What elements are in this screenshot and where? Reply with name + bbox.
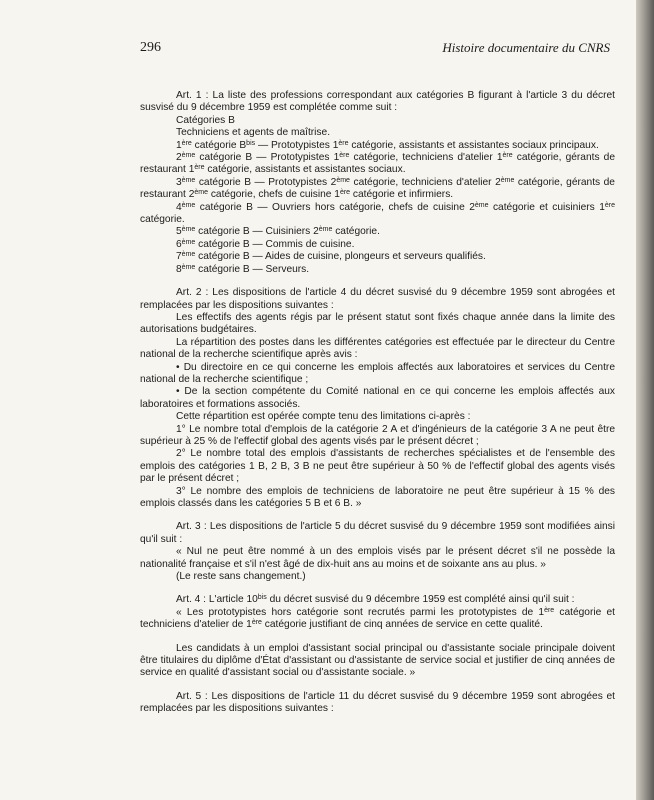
document-body (140, 90, 615, 716)
paragraph: La répartition des postes dans les différentes catégories est effectuée par le directeur du Centre national de la recherche scientifique après avis : (140, 336, 615, 361)
paragraph: Cette répartition est opérée compte tenu des limitations ci-après : (176, 411, 471, 423)
paragraph: 1° Le nombre total d'emplois de la catégorie 2 A et d'ingénieurs de la catégorie 3 A ne peut être supérieur à 25 % de l'effectif global des agents visés par le présent décret ; (140, 423, 615, 447)
paragraph: Art. 4 : L'article $10^{bis}$ du décret susvisé du 9 décembre 1959 est complété ainsi qu'il suit : (176, 594, 575, 606)
paragraph: 8ème catégorie B — Serveurs. (176, 263, 310, 275)
paragraph: Techniciens et agents de maîtrise. (176, 127, 331, 139)
page-header (140, 40, 610, 60)
paragraph: Art. 5 : Les dispositions de l'article 11 du décret susvisé du 9 décembre 1959 sont abrogées et remplacées par les dispositions suivantes : (140, 690, 615, 715)
paragraph: • Du directoire en ce qui concerne les emplois affectés aux laboratoires et services du Centre national de la recherche scientifique ; (140, 361, 615, 385)
paragraph: Art. 3 : Les dispositions de l'article 5 du décret susvisé du 9 décembre 1959 sont modifiées ainsi qu'il suit : (140, 521, 615, 545)
paragraph: « Nul ne peut être nommé à un des emplois visés par le présent décret s'il ne possède la nationalité française et s'il n'est âgé de dix-huit ans au moins et de soixante ans au plus. » (140, 546, 615, 570)
paragraph: • De la section compétente du Comité national en ce qui concerne les emplois affectés aux laboratoires et formations associés. (140, 386, 615, 410)
paragraph: 2ème catégorie B — Prototypistes 1ère catégorie, techniciens d'atelier 1ère catégorie, gérants de restaurant 1ère catégorie, assistants et assistantes sociaux. (140, 152, 615, 176)
paragraph: 3ème catégorie B — Prototypistes 2ème catégorie, techniciens d'atelier 2ème catégorie, gérants de restaurant 2ème catégorie, chefs de cuisine 1ère catégorie et infirmiers. (140, 176, 615, 201)
paragraph: Les effectifs des agents régis par le présent statut sont fixés chaque année dans la limite des autorisations budgétaires. (140, 311, 615, 336)
paragraph: 5ème catégorie B — Cuisiniers 2ème catégorie. (176, 226, 380, 238)
paragraph: Art. 2 : Les dispositions de l'article 4 du décret susvisé du 9 décembre 1959 sont abrogées et remplacées par les dispositions suivantes : (140, 287, 615, 311)
paragraph: 2° Le nombre total des emplois d'assistants de recherches spécialistes et de l'ensemble des emplois des catégories 1 B, 2 B, 3 B ne peut être supérieur à 50 % de l'effectif global des agents visés par le présent décret ; (140, 448, 615, 485)
running-title: Histoire documentaire du CNRS (442, 40, 610, 55)
paragraph: Les candidats à un emploi d'assistant social principal ou d'assistante sociale principale doivent être titulaires du diplôme d'État d'assistant ou d'assistante de service social et justifier de cinq années de service en qualité d'assistant social ou d'assistante sociale. » (140, 642, 615, 679)
paragraph: Art. 1 : La liste des professions correspondant aux catégories B figurant à l'article 3 du décret susvisé du 9 décembre 1959 est complétée comme suit : (140, 90, 615, 114)
paragraph: 6ème catégorie B — Commis de cuisine. (176, 238, 355, 250)
paragraph: (Le reste sans changement.) (176, 571, 306, 583)
page-edge-shadow (636, 0, 654, 800)
paragraph: Catégories B (176, 114, 235, 126)
page-number: 296 (140, 40, 161, 55)
paragraph: 3° Le nombre des emplois de techniciens de laboratoire ne peut être supérieur à 15 % des emplois classés dans les catégories 5 B et 6 B. » (140, 485, 615, 509)
paragraph: 7ème catégorie B — Aides de cuisine, plongeurs et serveurs qualifiés. (176, 251, 486, 263)
paragraph: 4ème catégorie B — Ouvriers hors catégorie, chefs de cuisine 2ème catégorie et cuisiniers 1ère catégorie. (140, 201, 615, 226)
paragraph: « Les prototypistes hors catégorie sont recrutés parmi les prototypistes de 1ère catégorie et techniciens d'atelier de 1ère catégorie justifiant de cinq années de service en cette qualité. (140, 606, 615, 631)
paragraph: 1ère catégorie $B^{bis}$ — Prototypistes 1ère catégorie, assistants et assistantes sociaux principaux. (176, 139, 599, 151)
